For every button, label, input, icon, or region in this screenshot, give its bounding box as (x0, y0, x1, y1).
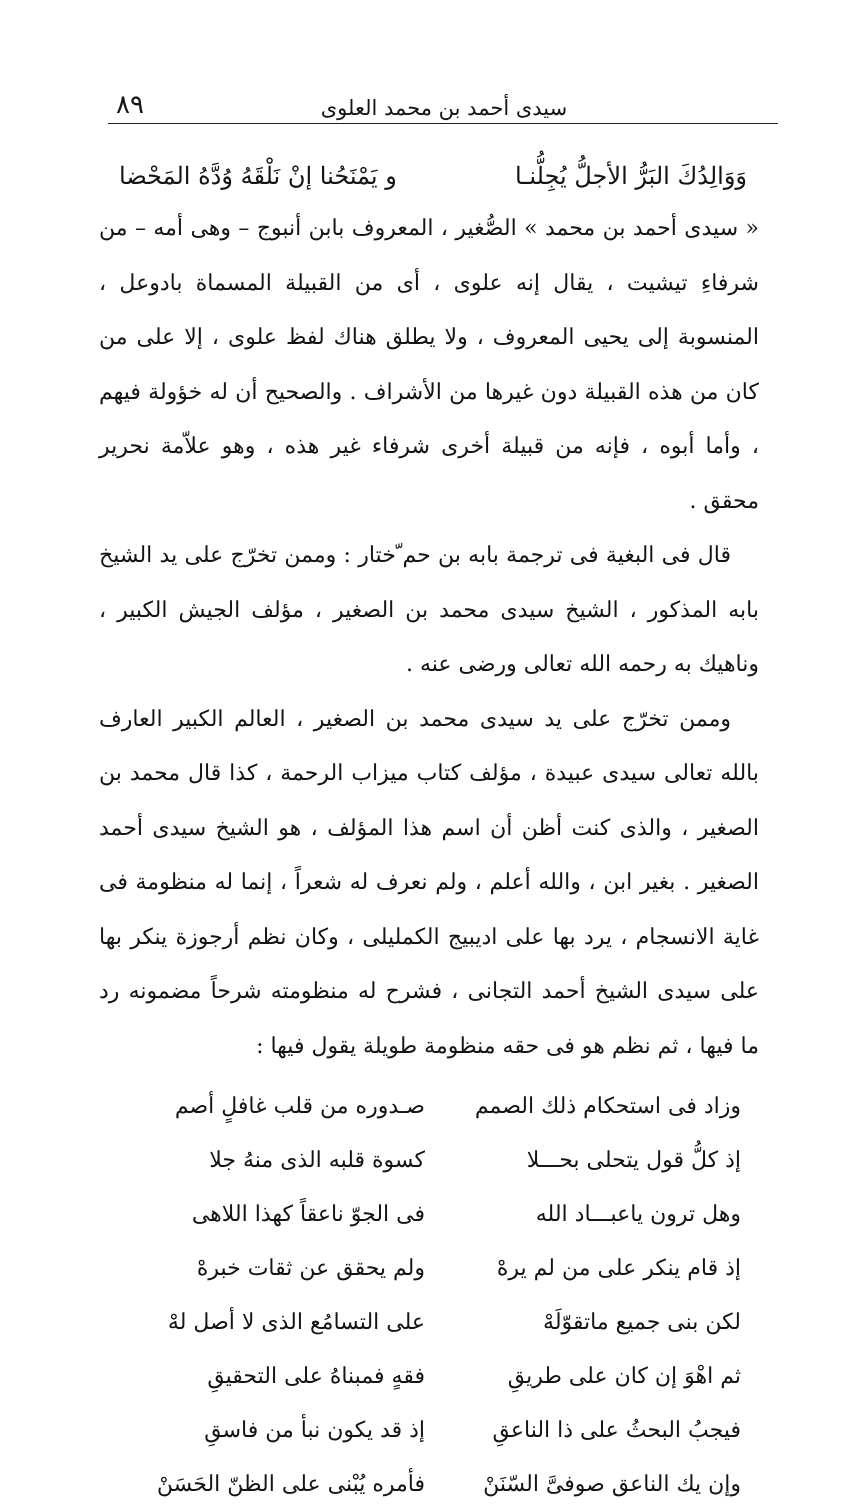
page-number: ٨٩ (116, 90, 144, 120)
poem (99, 1080, 759, 1512)
poem-verse (99, 1458, 759, 1512)
opening-verse-left-hemistich: و يَمْنَحُنا إنْ نَلْقَهُ وُدَّهُ المَحْضا (119, 162, 397, 190)
poem-hemistich-right: إذ قام ينكر على من لم يرهْ (496, 1256, 741, 1281)
poem-hemistich-left: فقهٍ فمبناهُ على التحقيقِ (207, 1364, 425, 1389)
page-body (99, 150, 759, 1512)
poem-verse (99, 1134, 759, 1188)
poem-hemistich-right: ثم اهْوَ إن كان على طريقِ (507, 1364, 741, 1389)
opening-verse-right-hemistich: وَوَالِدُكَ البَرُّ الأجلُّ يُجِلُّنـا (515, 162, 747, 190)
poem-verse (99, 1296, 759, 1350)
poem-hemistich-left: إذ قد يكون نبأ من فاسقِ (204, 1418, 425, 1443)
header-divider (108, 123, 778, 124)
poem-verse (99, 1404, 759, 1458)
poem-hemistich-right: لكن بنى جميع ماتقوّلَهْ (543, 1310, 741, 1335)
poem-hemistich-left: فأمره يُبْنى على الظنّ الحَسَنْ (156, 1472, 425, 1497)
poem-verse (99, 1080, 759, 1134)
poem-hemistich-right: فيجبُ البحثُ على ذا الناعقِ (492, 1418, 741, 1443)
poem-hemistich-left: صـدوره من قلب غافلٍ أصم (174, 1094, 425, 1119)
poem-hemistich-left: فى الجوّ ناعقاً كهذا اللاهى (191, 1202, 425, 1227)
poem-hemistich-right: إذ كلُّ قول يتحلى بحـــلا (526, 1148, 741, 1173)
poem-hemistich-left: على التسامُع الذى لا أصل لهْ (167, 1310, 425, 1335)
paragraph-bughya-quote: قال فى البغية فى ترجمة بابه بن حم ّختار : وممن تخرّج على يد الشيخ بابه المذكور ، الشيخ سيدى محمد بن الصغير ، مؤلف الجيش الكبير ، وناهيك به رحمه الله تعالى ورضى عنه . (99, 543, 759, 677)
poem-hemistich-right: وهل ترون ياعبـــاد الله (535, 1202, 741, 1227)
poem-hemistich-left: ولم يحقق عن ثقات خبرهْ (196, 1256, 425, 1281)
poem-verse (99, 1242, 759, 1296)
poem-verse (99, 1350, 759, 1404)
poem-hemistich-right: وزاد فى استحكام ذلك الصمم (474, 1094, 741, 1119)
poem-hemistich-right: وإن يك الناعق صوفىَّ السّنَنْ (483, 1472, 741, 1497)
running-header: سيدى أحمد بن محمد العلوى (320, 96, 568, 120)
poem-hemistich-left: كسوة قلبه الذى منهُ جلا (209, 1148, 425, 1173)
paragraph-students: وممن تخرّج على يد سيدى محمد بن الصغير ، العالم الكبير العارف بالله تعالى سيدى عبيدة ، مؤلف كتاب ميزاب الرحمة ، كذا قال محمد بن الصغير ، والذى كنت أظن أن اسم هذا المؤلف ، هو الشيخ سيدى أحمد الصغير . بغير ابن ، والله أعلم ، ولم نعرف له شعراً ، إنما له منظومة فى غاية الانسجام ، يرد بها على اديبيج الكمليلى ، وكان نظم أرجوزة ينكر بها على سيدى الشيخ أحمد التجانى ، فشرح له منظومته شرحاً مضمونه رد ما فيها ، ثم نظم هو فى حقه منظومة طويلة يقول فيها : (99, 706, 759, 1059)
paragraph-biography: « سيدى أحمد بن محمد » الصُّغير ، المعروف بابن أنبوج – وهى أمه – من شرفاءِ تيشيت ، يقال إنه علوى ، أى من القبيلة المسماة بادوعل ، المنسوبة إلى يحيى المعروف ، ولا يطلق هناك لفظ علوى ، إلا على من كان من هذه القبيلة دون غيرها من الأشراف . والصحيح أن له خؤولة فيهم ، وأما أبوه ، فإنه من قبيلة أخرى شرفاء غير هذه ، وهو علاّمة نحرير محقق . (99, 216, 759, 514)
opening-verse (99, 150, 759, 202)
poem-verse (99, 1188, 759, 1242)
